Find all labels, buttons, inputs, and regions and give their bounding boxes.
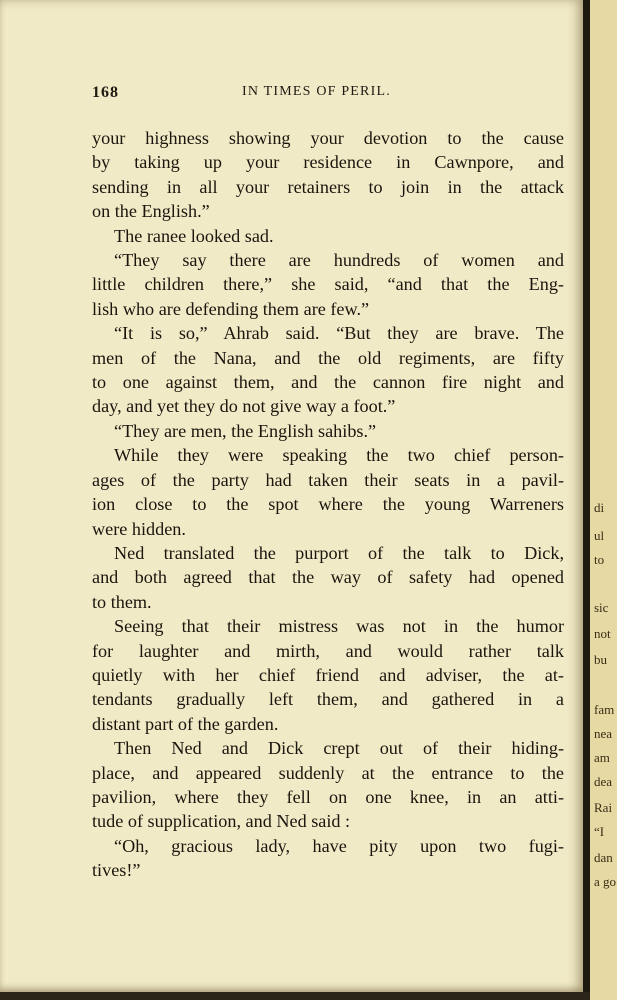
text-line: The ranee looked sad. [114,225,274,246]
text-line: your highness showing your devotion to the cause [92,128,564,148]
text-line: were hidden. [92,518,186,539]
text-line: “It is so,” Ahrab said. “But they are brave. The [114,323,564,344]
text-line: place, and appeared suddenly at the entrance to the [92,762,564,783]
page-header [92,84,564,108]
text-line: tives!” [92,860,141,881]
text-line: Ned translated the purport of the talk to Dick, [114,542,564,563]
adjacent-page-fragment: di [594,500,605,515]
text-line: Seeing that their mistress was not in the humor [114,616,564,637]
text-line: on the English.” [92,201,210,222]
adjacent-page-fragment: “I [594,824,605,839]
text-line: little children there,” she said, “and that the Eng- [92,274,564,295]
adjacent-page-fragment: not [594,626,611,641]
adjacent-page-fragment: dea [594,774,613,789]
text-line: to one against them, and the cannon fire night and [92,372,564,393]
page-number: 168 [92,84,119,101]
adjacent-page-fragment: ul [594,528,605,543]
text-line: lish who are defending them are few.” [92,298,370,319]
adjacent-page-fragment: bu [594,652,607,667]
text-line: ages of the party had taken their seats in a pavil- [92,469,564,490]
text-line: by taking up your residence in Cawnpore, and [92,152,564,173]
text-line: Then Ned and Dick crept out of their hiding- [114,738,564,759]
text-line: “They are men, the English sahibs.” [114,420,377,441]
text-line: and both agreed that the way of safety had opened [92,567,564,588]
text-line: day, and yet they do not give way a foot.” [92,396,396,417]
text-line: for laughter and mirth, and would rather talk [92,640,564,661]
running-title: IN TIMES OF PERIL. [242,84,391,99]
text-line: While they were speaking the two chief person- [114,445,564,466]
text-line: sending in all your retainers to join in the attack [92,176,564,197]
adjacent-page-fragment: sic [594,600,609,615]
adjacent-page-fragment: am [594,750,610,765]
text-line: “They say there are hundreds of women and [114,250,564,271]
text-line: distant part of the garden. [92,713,279,734]
adjacent-page-fragment: a go [594,874,617,889]
adjacent-page-fragment: to [594,552,605,567]
adjacent-page-fragment: dan [594,850,613,865]
text-line: tendants gradually left them, and gathered in a [92,689,564,710]
adjacent-page-edge [590,0,617,1000]
book-gutter [583,0,590,1000]
text-line: ion close to the spot where the young Warreners [92,494,564,515]
adjacent-page-fragment: fam [594,702,615,717]
adjacent-page-fragment: Rai [594,800,613,815]
text-line: men of the Nana, and the old regiments, are fifty [92,347,564,368]
text-line: quietly with her chief friend and adviser, the at- [92,664,564,685]
page-bottom-edge [0,992,590,1000]
body-text [92,126,564,883]
text-line: “Oh, gracious lady, have pity upon two fugi- [114,835,564,856]
text-line: to them. [92,591,152,612]
text-line: tude of supplication, and Ned said : [92,811,351,832]
text-line: pavilion, where they fell on one knee, in an atti- [92,786,564,807]
adjacent-page-fragment: nea [594,726,613,741]
